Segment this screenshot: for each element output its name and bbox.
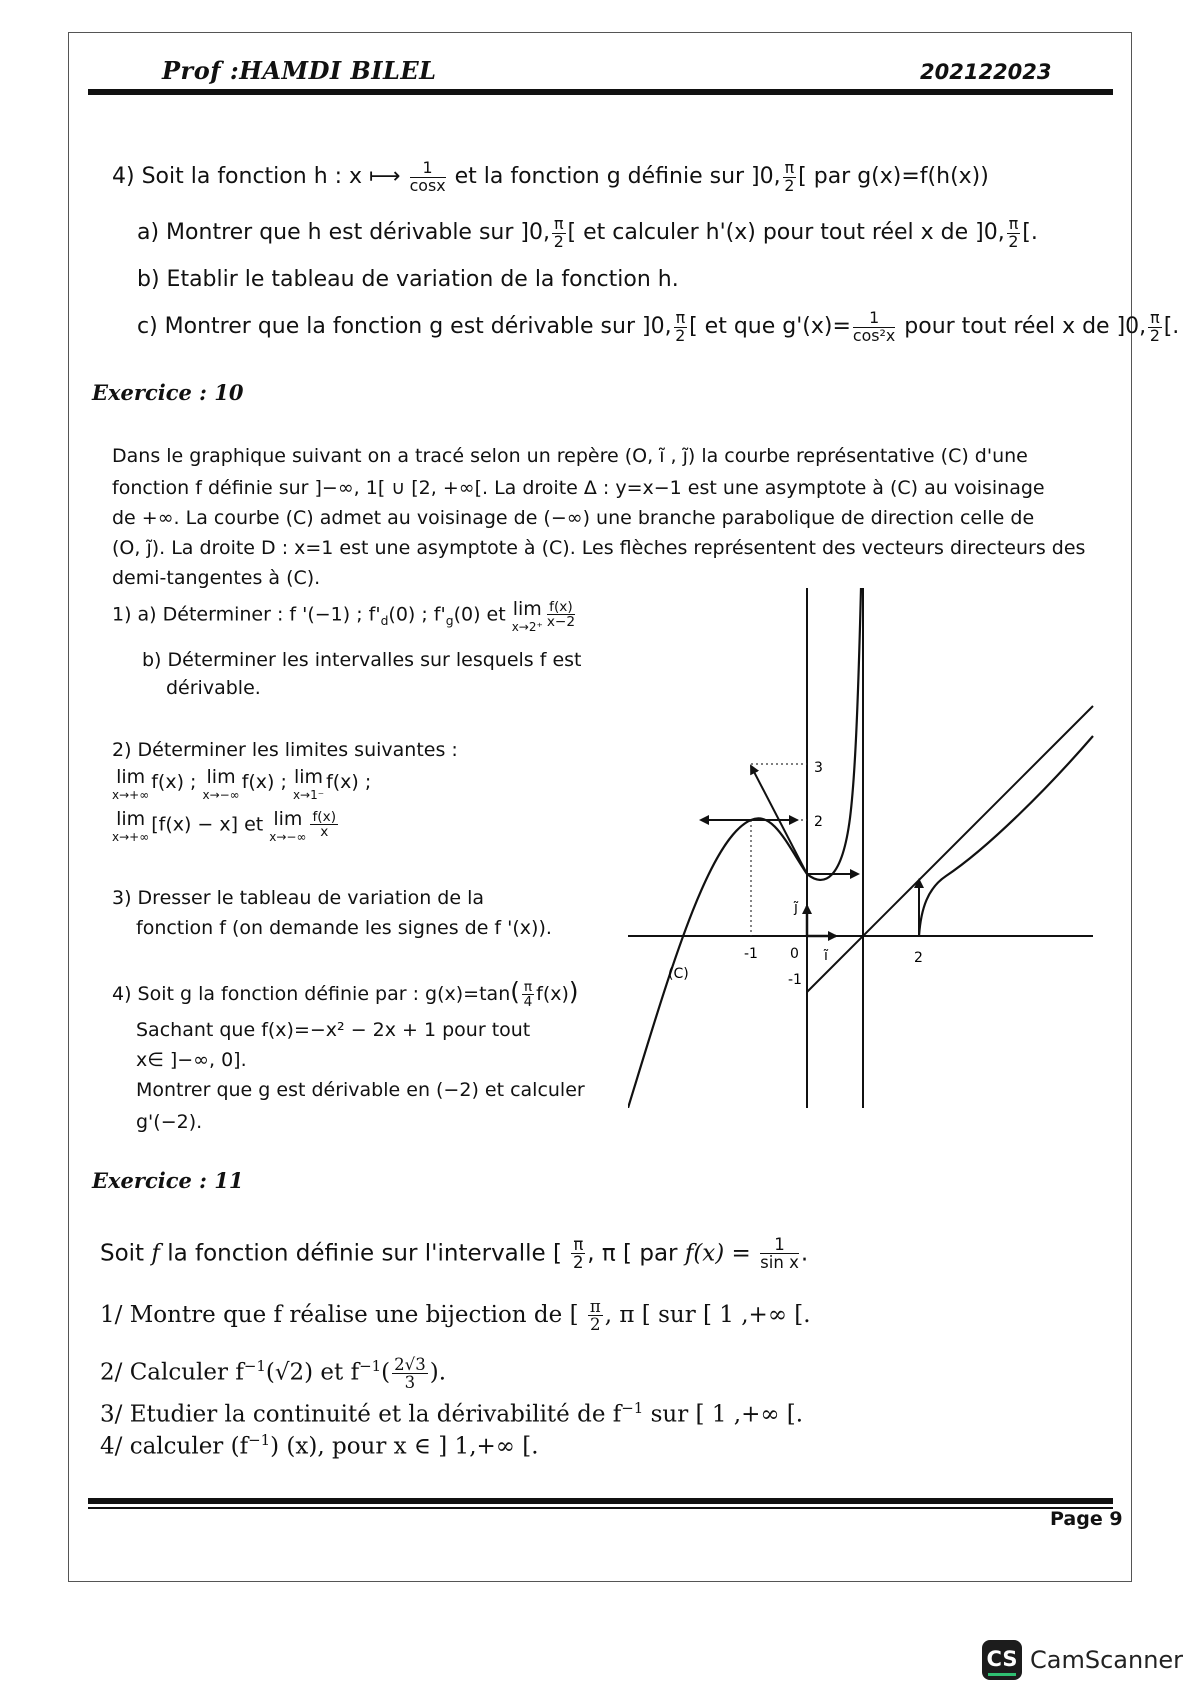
text: 2/ Calculer f xyxy=(100,1359,244,1386)
text: . xyxy=(800,1240,809,1267)
ex9-q4c xyxy=(137,310,1179,344)
lim-word: lim xyxy=(116,766,146,788)
denominator: 2 xyxy=(1149,325,1160,345)
fraction-pi-over-2 xyxy=(1007,216,1021,250)
exercise-11-title: Exercice : 11 xyxy=(92,1168,244,1193)
separator: ; xyxy=(358,771,372,793)
header-rule xyxy=(88,89,1113,95)
fraction-pi-over-2 xyxy=(674,310,688,344)
subscript: g xyxy=(445,614,454,629)
paren: ) xyxy=(568,977,579,1006)
expr: f(x) xyxy=(151,771,184,793)
fraction-pi-over-2 xyxy=(1148,310,1162,344)
denominator: sin x xyxy=(760,1253,799,1273)
ex10-q2-limits-row2 xyxy=(112,810,340,843)
footer-rule xyxy=(88,1498,1113,1504)
author-name: Prof :HAMDI BILEL xyxy=(162,56,437,85)
text: (√2) et f xyxy=(265,1359,360,1386)
ex9-q4a xyxy=(137,216,1038,250)
ex10-q1b-line: dérivable. xyxy=(166,677,261,699)
fraction-pi-over-2 xyxy=(571,1236,585,1272)
lim-word: lim xyxy=(273,808,303,830)
numerator: π xyxy=(675,308,686,327)
text: , π [ par xyxy=(587,1240,685,1267)
text: c) Montrer que la fonction g est dérivable sur ]0, xyxy=(137,314,672,340)
limit xyxy=(202,768,239,801)
footer-rule-thin xyxy=(88,1507,1113,1509)
ex11-line-2 xyxy=(100,1298,811,1334)
text: 1/ Montre que f réalise une bijection de [ xyxy=(100,1301,586,1328)
tick-label-x-2: 2 xyxy=(914,950,923,966)
lim-subscript: x→+∞ xyxy=(112,788,150,802)
ex11-line-3 xyxy=(100,1352,446,1392)
lim-subscript: x→1⁻ xyxy=(292,788,325,802)
denominator: cos²x xyxy=(852,325,896,345)
subscript: d xyxy=(380,614,389,629)
expr: f(x) = xyxy=(684,1240,759,1267)
lim-subscript: x→−∞ xyxy=(202,788,240,802)
text: a) Montrer que h est dérivable sur ]0, xyxy=(137,220,550,246)
lim-subscript: x→2⁺ xyxy=(511,620,543,634)
denominator: x−2 xyxy=(546,614,576,631)
numerator: π xyxy=(784,158,795,177)
lim-subscript: x→+∞ xyxy=(112,830,150,844)
ex11-line-1 xyxy=(100,1236,808,1272)
text: Soit xyxy=(100,1240,152,1267)
superscript: −1 xyxy=(621,1399,644,1417)
numerator: f(x) xyxy=(312,809,337,825)
ex11-line-5 xyxy=(100,1426,539,1461)
denominator: 2 xyxy=(675,325,686,345)
text: sur [ 1 ,+∞ [. xyxy=(643,1401,804,1428)
numerator: π xyxy=(1150,308,1160,327)
expr: f(x) xyxy=(241,771,275,793)
separator: ; xyxy=(183,771,203,793)
fraction-pi-over-2 xyxy=(588,1298,603,1334)
denominator: cosx xyxy=(409,175,446,195)
text: 4) Soit la fonction h : x ⟼ xyxy=(112,164,408,190)
tick-label-y-minus-1: -1 xyxy=(788,972,802,988)
fraction-pi-over-2 xyxy=(783,160,797,194)
lim-subscript: x→−∞ xyxy=(269,830,307,844)
tick-label-origin: 0 xyxy=(790,946,799,962)
school-year: 202122023 xyxy=(920,60,1052,84)
numerator: 1 xyxy=(760,1236,799,1254)
denominator: 2 xyxy=(784,175,795,195)
conjunction: et xyxy=(238,813,270,836)
text: , π [ sur [ 1 ,+∞ [. xyxy=(604,1301,811,1328)
numerator: 2√3 xyxy=(394,1354,426,1374)
tick-label-i: ĩ xyxy=(824,948,828,964)
ex10-q4-line: g'(−2). xyxy=(136,1111,203,1133)
text: la fonction définie sur l'intervalle [ xyxy=(159,1240,570,1267)
ex10-intro-line: demi-tangentes à (C). xyxy=(112,567,321,589)
expr: [f(x) − x] xyxy=(151,813,239,836)
denominator: 2 xyxy=(573,1253,584,1273)
expr: f(x) xyxy=(326,771,359,793)
text: 3/ Etudier la continuité et la dérivabilité de f xyxy=(100,1401,622,1428)
denominator: 3 xyxy=(404,1373,416,1393)
fraction xyxy=(310,810,338,840)
numerator: π xyxy=(523,978,533,995)
ex10-q2-limits-row1 xyxy=(112,768,371,801)
text: ). xyxy=(429,1359,447,1386)
limit xyxy=(293,768,324,801)
superscript: −1 xyxy=(248,1431,271,1449)
ex10-q2-title: 2) Déterminer les limites suivantes : xyxy=(112,739,458,761)
function-graph xyxy=(628,588,1098,1108)
tick-label-y-3: 3 xyxy=(814,760,823,776)
fraction xyxy=(547,600,575,630)
ex10-intro-line: fonction f définie sur ]−∞, 1[ ∪ [2, +∞[. La droite Δ : y=x−1 est une asymptote à (C) au voisinage xyxy=(112,477,1045,499)
fraction-1-over-cosx xyxy=(410,160,446,194)
limit xyxy=(112,768,149,801)
text: 1) a) Déterminer : f '(−1) ; f' xyxy=(112,603,381,626)
text: [ et calculer h'(x) pour tout réel x de ]0, xyxy=(567,220,1005,246)
numerator: 1 xyxy=(853,310,895,328)
camscanner-watermark: CamScanner xyxy=(1030,1646,1184,1674)
superscript: −1 xyxy=(359,1357,382,1375)
ex11-line-4 xyxy=(100,1394,803,1429)
limit xyxy=(269,810,306,843)
text: et la fonction g définie sur ]0, xyxy=(447,164,781,190)
denominator: 4 xyxy=(523,994,533,1010)
fraction-1-over-cos2x xyxy=(853,310,895,344)
fraction-pi-over-4 xyxy=(522,980,534,1010)
text: 4) Soit g la fonction définie par : g(x)=tan xyxy=(112,983,511,1005)
ex10-q1b-line: b) Déterminer les intervalles sur lesquels f est xyxy=(142,649,582,671)
text: pour tout réel x de ]0, xyxy=(897,314,1147,340)
curve-c xyxy=(628,588,861,1108)
text: [. xyxy=(1163,314,1180,340)
fraction-1-over-sinx xyxy=(760,1236,799,1272)
paren: ( xyxy=(510,977,520,1006)
denominator: 2 xyxy=(553,231,564,251)
ex10-intro-line: de +∞. La courbe (C) admet au voisinage de (−∞) une branche parabolique de direction celle de xyxy=(112,507,1035,529)
ex10-intro-line: (O, j̃). La droite D : x=1 est une asymptote à (C). Les flèches représentent des vecteurs directeurs des xyxy=(112,537,1086,559)
denominator: 2 xyxy=(590,1315,601,1335)
separator: ; xyxy=(274,771,293,793)
ex9-q4 xyxy=(112,160,989,194)
text: 4/ calculer (f xyxy=(100,1433,249,1460)
tick-label-j: j̃ xyxy=(794,900,798,916)
curve-c-right-branch xyxy=(919,736,1093,936)
ex10-q4-line: Sachant que f(x)=−x² − 2x + 1 pour tout xyxy=(136,1019,531,1041)
limit xyxy=(512,600,543,633)
text: (0) et xyxy=(453,603,512,626)
tick-label-x-minus-1: -1 xyxy=(744,946,758,962)
function-symbol: f xyxy=(151,1240,160,1267)
asymptote-delta-line xyxy=(807,706,1093,992)
denominator: 2 xyxy=(1008,231,1019,251)
ex10-q1a xyxy=(112,600,577,635)
numerator: 1 xyxy=(410,160,446,178)
ex10-q4 xyxy=(112,978,579,1009)
numerator: π xyxy=(589,1297,601,1316)
text: [ par g(x)=f(h(x)) xyxy=(798,164,989,190)
denominator: x xyxy=(320,824,329,841)
ex10-q4-line: x∈ ]−∞, 0]. xyxy=(136,1049,247,1071)
ex10-q4-line: Montrer que g est dérivable en (−2) et calculer xyxy=(136,1079,585,1101)
exercise-10-title: Exercice : 10 xyxy=(92,380,244,405)
ex10-q3-line: 3) Dresser le tableau de variation de la xyxy=(112,887,485,909)
ex9-q4b: b) Etablir le tableau de variation de la fonction h. xyxy=(137,267,679,292)
numerator: f(x) xyxy=(547,600,575,615)
curve-label: (C) xyxy=(668,966,689,982)
ex10-intro-line: Dans le graphique suivant on a tracé selon un repère (O, ĩ , j̃) la courbe représentative (C) d'une xyxy=(112,445,1028,467)
camscanner-logo-icon: CS xyxy=(982,1640,1022,1680)
fraction-2sqrt3-over-3 xyxy=(392,1356,428,1392)
fraction-pi-over-2 xyxy=(552,216,566,250)
ex10-q3-line: fonction f (on demande les signes de f '(x)). xyxy=(136,917,552,939)
text: [. xyxy=(1022,220,1038,246)
superscript: −1 xyxy=(243,1357,266,1375)
lim-word: lim xyxy=(512,598,542,620)
expr: f(x) xyxy=(536,983,569,1005)
page-number: Page 9 xyxy=(1050,1508,1123,1530)
tick-label-y-2: 2 xyxy=(814,814,823,830)
lim-word: lim xyxy=(206,766,236,788)
lim-word: lim xyxy=(293,766,324,788)
numerator: π xyxy=(573,1235,584,1254)
text: ) (x), pour x ∈ ] 1,+∞ [. xyxy=(270,1433,539,1460)
text: (0) ; f' xyxy=(388,603,446,626)
text: ( xyxy=(381,1359,391,1386)
lim-word: lim xyxy=(116,808,146,830)
numerator: π xyxy=(1008,214,1019,233)
text: [ et que g'(x)= xyxy=(689,314,851,340)
limit xyxy=(112,810,149,843)
numerator: π xyxy=(553,214,564,233)
